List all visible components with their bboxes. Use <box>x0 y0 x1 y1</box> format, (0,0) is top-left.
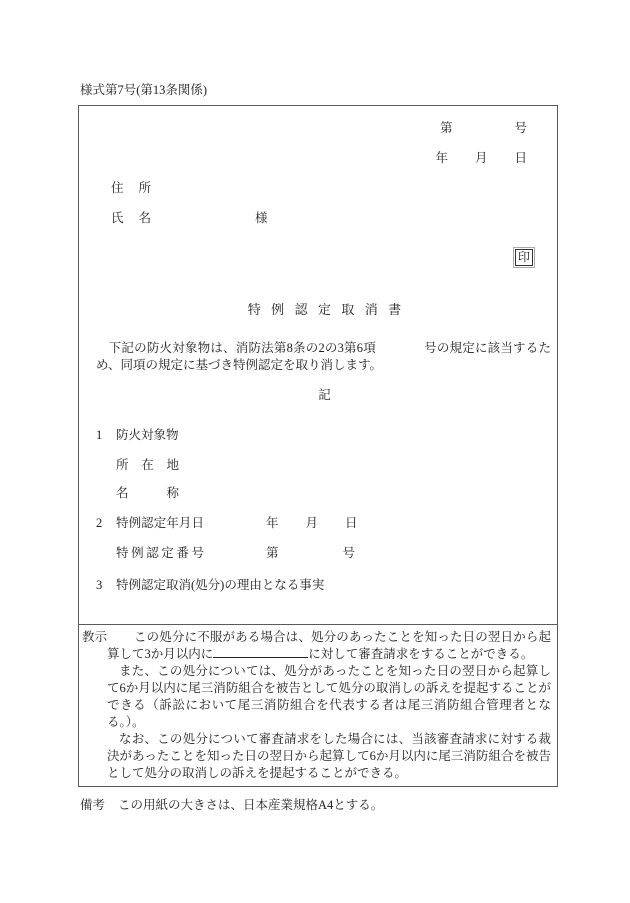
seal-row <box>96 248 553 266</box>
list-item-2 <box>96 515 553 531</box>
body-text-before-blank: 下記の防火対象物は、消防法第8条の2の3第6項 <box>96 341 376 355</box>
form-number-label: 様式第7号(第13条関係) <box>80 83 208 97</box>
date-line <box>96 150 553 166</box>
body-text-after-blank: 号の規定に該当するため、同項の規定に基づき特例認定を取り消します。 <box>96 341 551 372</box>
cert-day-label: 日 <box>345 516 358 530</box>
name-of-object-label: 名称 <box>116 486 179 500</box>
appeal-instructions-label: 教示 <box>82 630 108 644</box>
body-paragraph <box>96 340 553 374</box>
item-1-number: 1 <box>96 428 103 442</box>
certification-number-label: 特例認定番号 <box>116 546 204 560</box>
form-frame <box>78 105 558 787</box>
list-item-1 <box>96 427 553 443</box>
doc-number-suffix: 号 <box>514 121 527 135</box>
date-day-label: 日 <box>514 151 527 165</box>
appeal-instructions-section <box>79 624 557 786</box>
item-3-label: 特例認定取消(処分)の理由となる事実 <box>116 578 325 592</box>
ki-marker: 記 <box>318 388 331 402</box>
name-of-object-row <box>116 485 553 501</box>
item-1-label: 防火対象物 <box>116 428 179 442</box>
name-label: 氏名 <box>111 211 151 225</box>
cert-no-blank <box>279 545 343 561</box>
appeal-paragraph-3: なお、この処分について審査請求をした場合には、当該審査請求に対する裁決があったことを知った日の翌日から起算して6か月以内に尾三消防組合を被告として処分の取消しの訴えを提起することができる。 <box>107 732 551 780</box>
appeal-p1-before-blank: この処分に不服がある場合は、処分のあったことを知った日の翌日から起算して3か月以内に <box>107 630 551 661</box>
certification-date-field <box>266 515 358 531</box>
remarks-line <box>80 797 383 813</box>
form-main-section <box>79 106 557 624</box>
date-year-label: 年 <box>435 151 448 165</box>
certification-number-row <box>116 545 553 561</box>
appeal-p1-after-blank: に対して審査請求をすることができる。 <box>308 647 534 661</box>
blank-authority-field <box>213 646 308 658</box>
document-title: 特例認定取消書 <box>247 302 412 317</box>
address-label: 住所 <box>111 181 151 195</box>
name-row <box>111 210 553 226</box>
remarks-text: この用紙の大きさは、日本産業規格A4とする。 <box>118 798 384 812</box>
item-2-number: 2 <box>96 516 103 530</box>
address-row <box>111 180 553 196</box>
location-label: 所在地 <box>116 458 179 472</box>
cert-no-suffix: 号 <box>342 546 356 560</box>
cert-year-label: 年 <box>266 516 279 530</box>
certification-number-field <box>266 545 355 561</box>
remarks-label: 備考 <box>80 798 106 812</box>
item-2-label: 特例認定年月日 <box>116 516 204 530</box>
doc-number-line <box>96 120 553 136</box>
list-item-3 <box>96 577 553 593</box>
cert-no-prefix: 第 <box>266 546 279 560</box>
location-row <box>116 457 553 473</box>
appeal-paragraph-2: また、この処分については、処分があったことを知った日の翌日から起算して6か月以内に尾三消防組合を被告として処分の取消しの訴えを提起することができる（訴訟において尾三消防組合を代表する者は尾三消防組合管理者となる。）。 <box>107 664 551 729</box>
date-month-label: 月 <box>474 151 488 165</box>
item-3-number: 3 <box>96 578 103 592</box>
doc-number-prefix: 第 <box>439 121 453 135</box>
appeal-paragraph-1 <box>107 629 551 663</box>
honorific-label: 様 <box>255 211 268 225</box>
seal-placeholder: 印 <box>515 249 533 266</box>
cert-month-label: 月 <box>305 516 319 530</box>
